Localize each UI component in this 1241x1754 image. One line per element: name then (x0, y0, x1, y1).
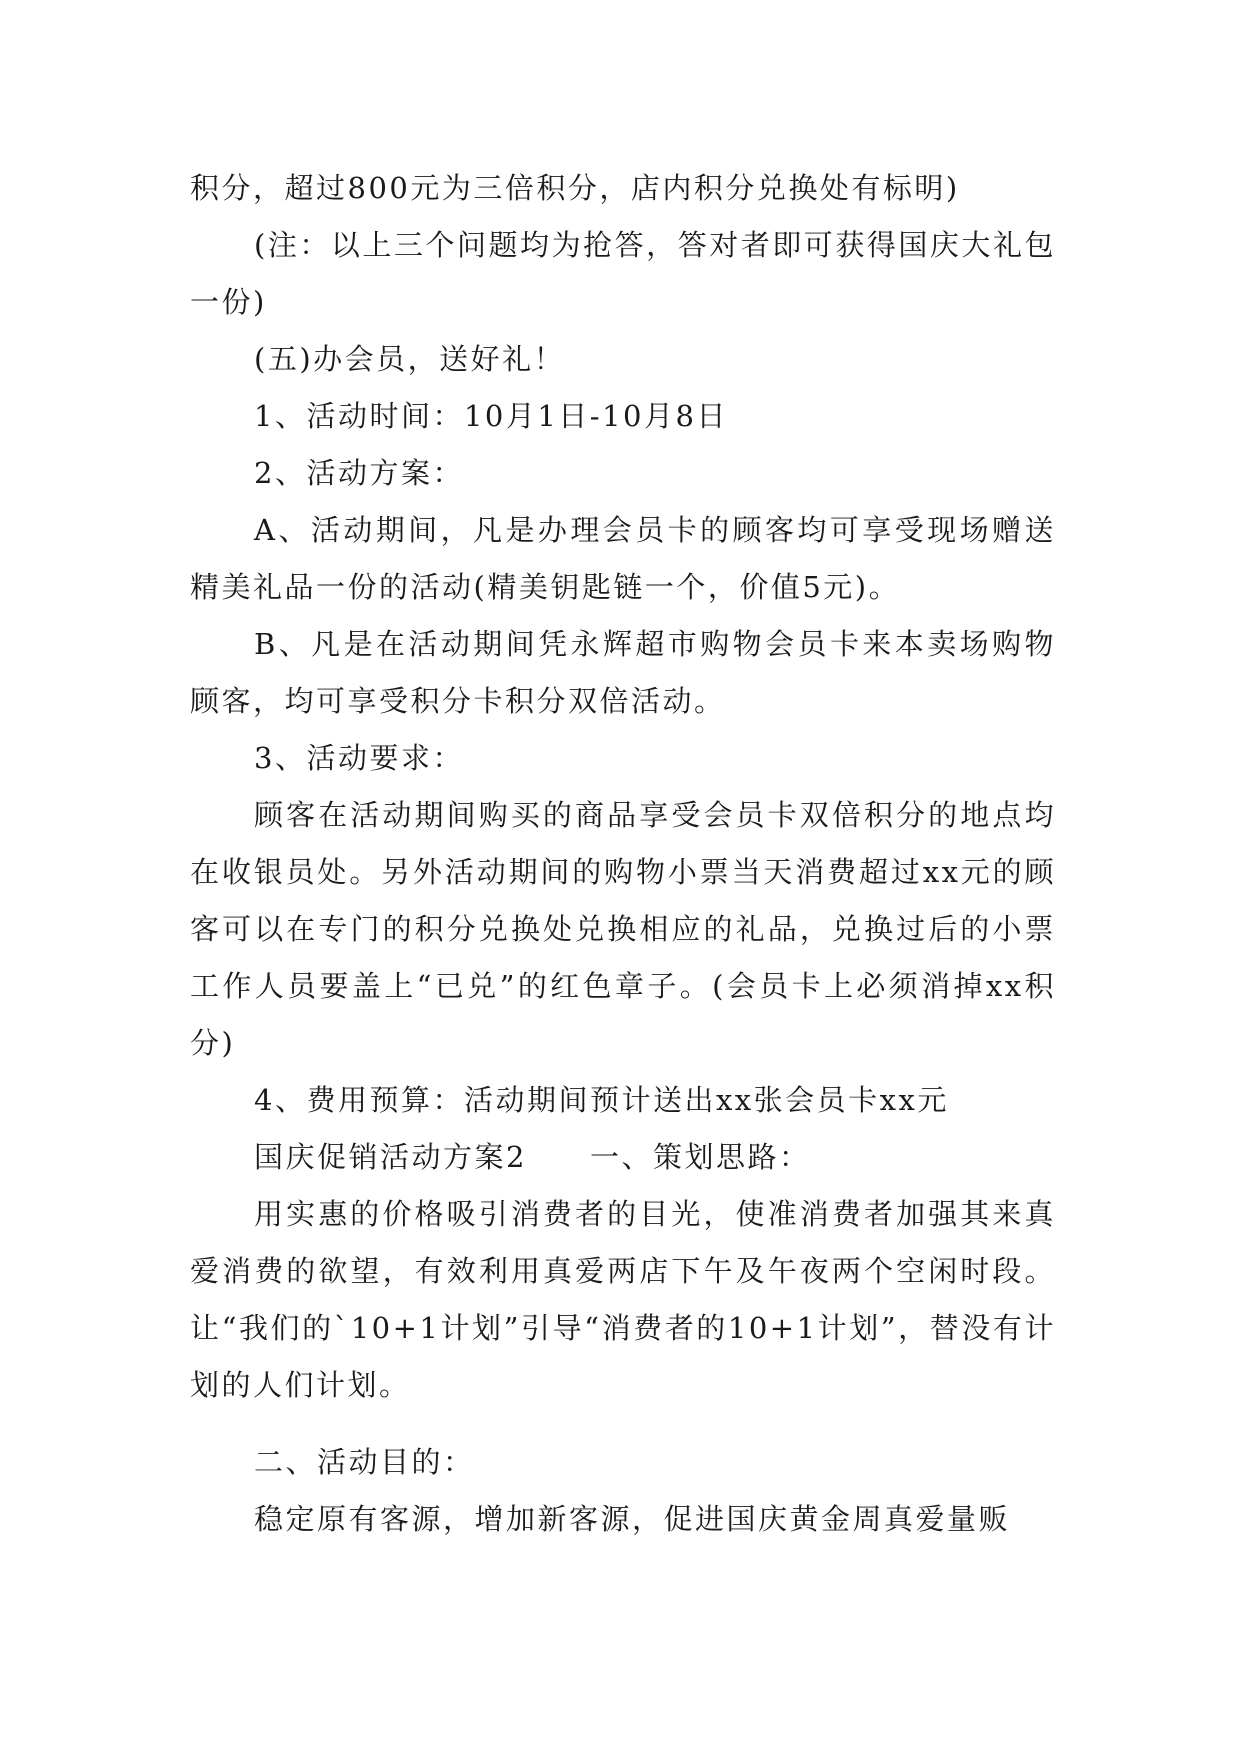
section-heading: 二、活动目的： (254, 1445, 475, 1479)
section-heading: 3、活动要求： (254, 741, 464, 775)
section-heading: 国庆促销活动方案2 一、策划思路： (254, 1140, 811, 1174)
paragraph: (注：以上三个问题均为抢答，答对者即可获得国庆大礼包一份) (190, 228, 1056, 319)
paragraph: A、活动期间，凡是办理会员卡的顾客均可享受现场赠送精美礼品一份的活动(精美钥匙链一个，价值5元)。 (190, 513, 1056, 604)
paragraph: 4、费用预算：活动期间预计送出xx张会员卡xx元 (254, 1083, 949, 1117)
section-heading: 2、活动方案： (254, 456, 464, 490)
paragraph: 用实惠的价格吸引消费者的目光，使准消费者加强其来真爱消费的欲望，有效利用真爱两店下午及午夜两个空闲时段。让“我们的`10+1计划”引导“消费者的10+1计划”，替没有计划的人们计划。 (190, 1197, 1056, 1402)
paragraph: 稳定原有客源，增加新客源，促进国庆黄金周真爱量贩 (254, 1502, 1011, 1536)
paragraph: 积分，超过800元为三倍积分，店内积分兑换处有标明) (190, 171, 960, 205)
paragraph: 1、活动时间：10月1日-10月8日 (254, 399, 728, 433)
section-heading: (五)办会员，送好礼！ (254, 342, 566, 376)
paragraph: B、凡是在活动期间凭永辉超市购物会员卡来本卖场购物顾客，均可享受积分卡积分双倍活动。 (190, 627, 1056, 718)
document-page (190, 160, 1056, 1548)
paragraph: 顾客在活动期间购买的商品享受会员卡双倍积分的地点均在收银员处。另外活动期间的购物小票当天消费超过xx元的顾客可以在专门的积分兑换处兑换相应的礼品，兑换过后的小票工作人员要盖上“已兑”的红色章子。(会员卡上必须消掉xx积分) (190, 798, 1056, 1060)
